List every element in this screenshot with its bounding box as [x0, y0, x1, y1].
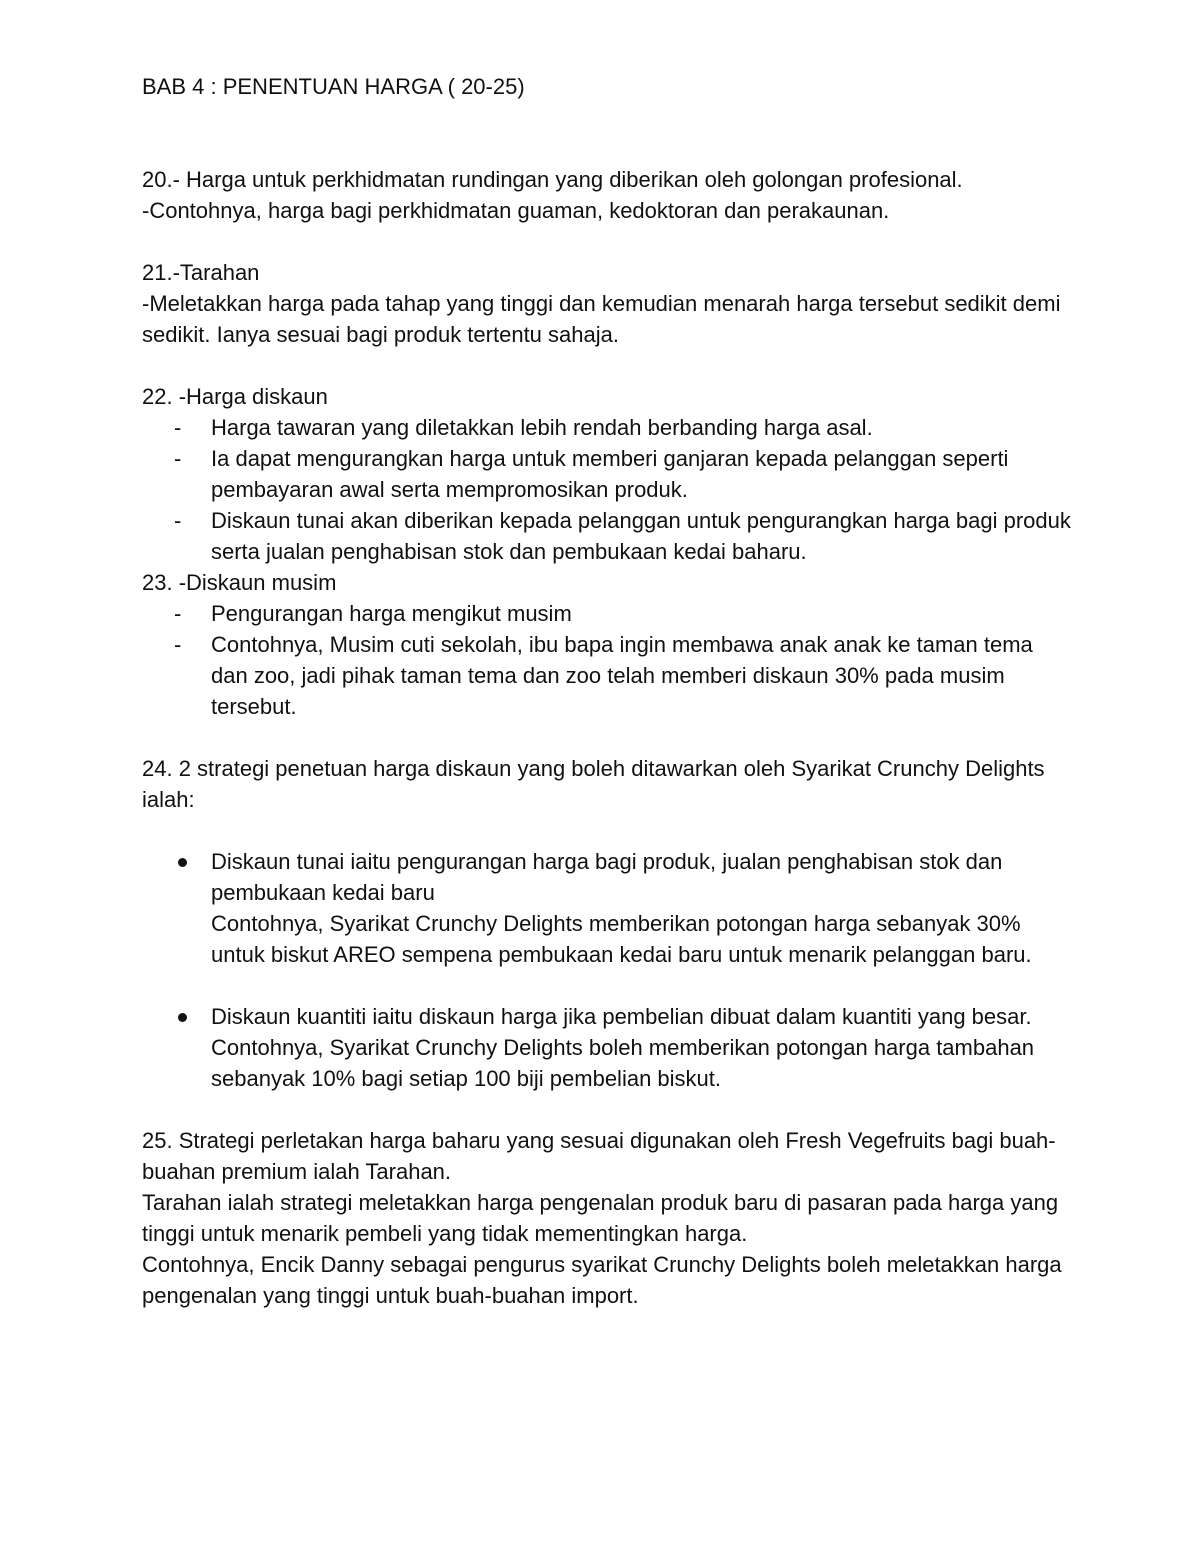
dash-marker: -: [174, 446, 182, 471]
section-25-example: Contohnya, Encik Danny sebagai pengurus syarikat Crunchy Delights boleh meletakkan harga pengenalan yang tinggi untuk buah-buahan import.: [142, 1252, 1062, 1308]
section-20-heading: 20.- Harga untuk perkhidmatan rundingan yang diberikan oleh golongan profesional.: [142, 167, 963, 192]
section-22-heading: 22. -Harga diskaun: [142, 384, 328, 409]
section-23: [142, 567, 1072, 722]
section-22: [142, 381, 1072, 567]
bullet-example: Contohnya, Syarikat Crunchy Delights boleh memberikan potongan harga tambahan sebanyak 10% bagi setiap 100 biji pembelian biskut.: [211, 1035, 1035, 1091]
list-item-text: Contohnya, Musim cuti sekolah, ibu bapa ingin membawa anak anak ke taman tema dan zoo, jadi pihak taman tema dan zoo telah memberi diskaun 30% pada musim tersebut.: [211, 632, 1033, 719]
section-21-body: -Meletakkan harga pada tahap yang tinggi dan kemudian menarah harga tersebut sedikit demi sedikit. Ianya sesuai bagi produk tertentu sahaja.: [142, 291, 1061, 347]
spacer: [142, 815, 1072, 846]
list-item: [142, 412, 1072, 443]
section-23-heading: 23. -Diskaun musim: [142, 570, 337, 595]
section-25-definition: Tarahan ialah strategi meletakkan harga pengenalan produk baru di pasaran pada harga yang tinggi untuk menarik pembeli yang tidak mementingkan harga.: [142, 1190, 1059, 1246]
document-page: [142, 71, 1072, 1311]
section-25: [142, 1125, 1072, 1311]
section-21: [142, 257, 1072, 350]
bullet-text: Diskaun kuantiti iaitu diskaun harga jika pembelian dibuat dalam kuantiti yang besar.: [211, 1004, 1032, 1029]
section-20: [142, 164, 1072, 226]
dash-marker: -: [174, 632, 182, 657]
list-item: [142, 846, 1072, 970]
list-item: [142, 443, 1072, 505]
section-24: [142, 753, 1072, 1094]
list-item-text: Ia dapat mengurangkan harga untuk memberi ganjaran kepada pelanggan seperti pembayaran awal serta mempromosikan produk.: [211, 446, 1009, 502]
list-item-text: Harga tawaran yang diletakkan lebih rendah berbanding harga asal.: [211, 415, 873, 440]
spacer: [142, 102, 1072, 164]
dash-marker: -: [174, 601, 182, 626]
section-25-heading: 25. Strategi perletakan harga baharu yang sesuai digunakan oleh Fresh Vegefruits bagi buah-buahan premium ialah Tarahan.: [142, 1128, 1056, 1184]
list-item-text: Pengurangan harga mengikut musim: [211, 601, 572, 626]
document-title: BAB 4 : PENENTUAN HARGA ( 20-25): [142, 74, 525, 99]
bullet-dot-icon: [178, 1013, 187, 1022]
list-item: [142, 629, 1072, 722]
bullet-text: Diskaun tunai iaitu pengurangan harga bagi produk, jualan penghabisan stok dan pembukaan kedai baru: [211, 849, 1003, 905]
spacer: [142, 722, 1072, 753]
section-20-example: -Contohnya, harga bagi perkhidmatan guaman, kedoktoran dan perakaunan.: [142, 198, 890, 223]
bullet-dot-icon: [178, 858, 187, 867]
list-item: [142, 1001, 1072, 1094]
list-item-text: Diskaun tunai akan diberikan kepada pelanggan untuk pengurangkan harga bagi produk serta jualan penghabisan stok dan pembukaan kedai baharu.: [211, 508, 1071, 564]
section-21-heading: 21.-Tarahan: [142, 260, 260, 285]
section-24-list: [142, 846, 1072, 1094]
section-22-list: [142, 412, 1072, 567]
spacer: [142, 226, 1072, 257]
dash-marker: -: [174, 508, 182, 533]
bullet-example: Contohnya, Syarikat Crunchy Delights memberikan potongan harga sebanyak 30% untuk biskut AREO sempena pembukaan kedai baru untuk menarik pelanggan baru.: [211, 911, 1032, 967]
dash-marker: -: [174, 415, 182, 440]
section-24-heading: 24. 2 strategi penetuan harga diskaun yang boleh ditawarkan oleh Syarikat Crunchy Delights ialah:: [142, 756, 1045, 812]
spacer: [142, 1094, 1072, 1125]
list-item: [142, 598, 1072, 629]
spacer: [142, 970, 1072, 1001]
section-23-list: [142, 598, 1072, 722]
spacer: [142, 350, 1072, 381]
list-item: [142, 505, 1072, 567]
